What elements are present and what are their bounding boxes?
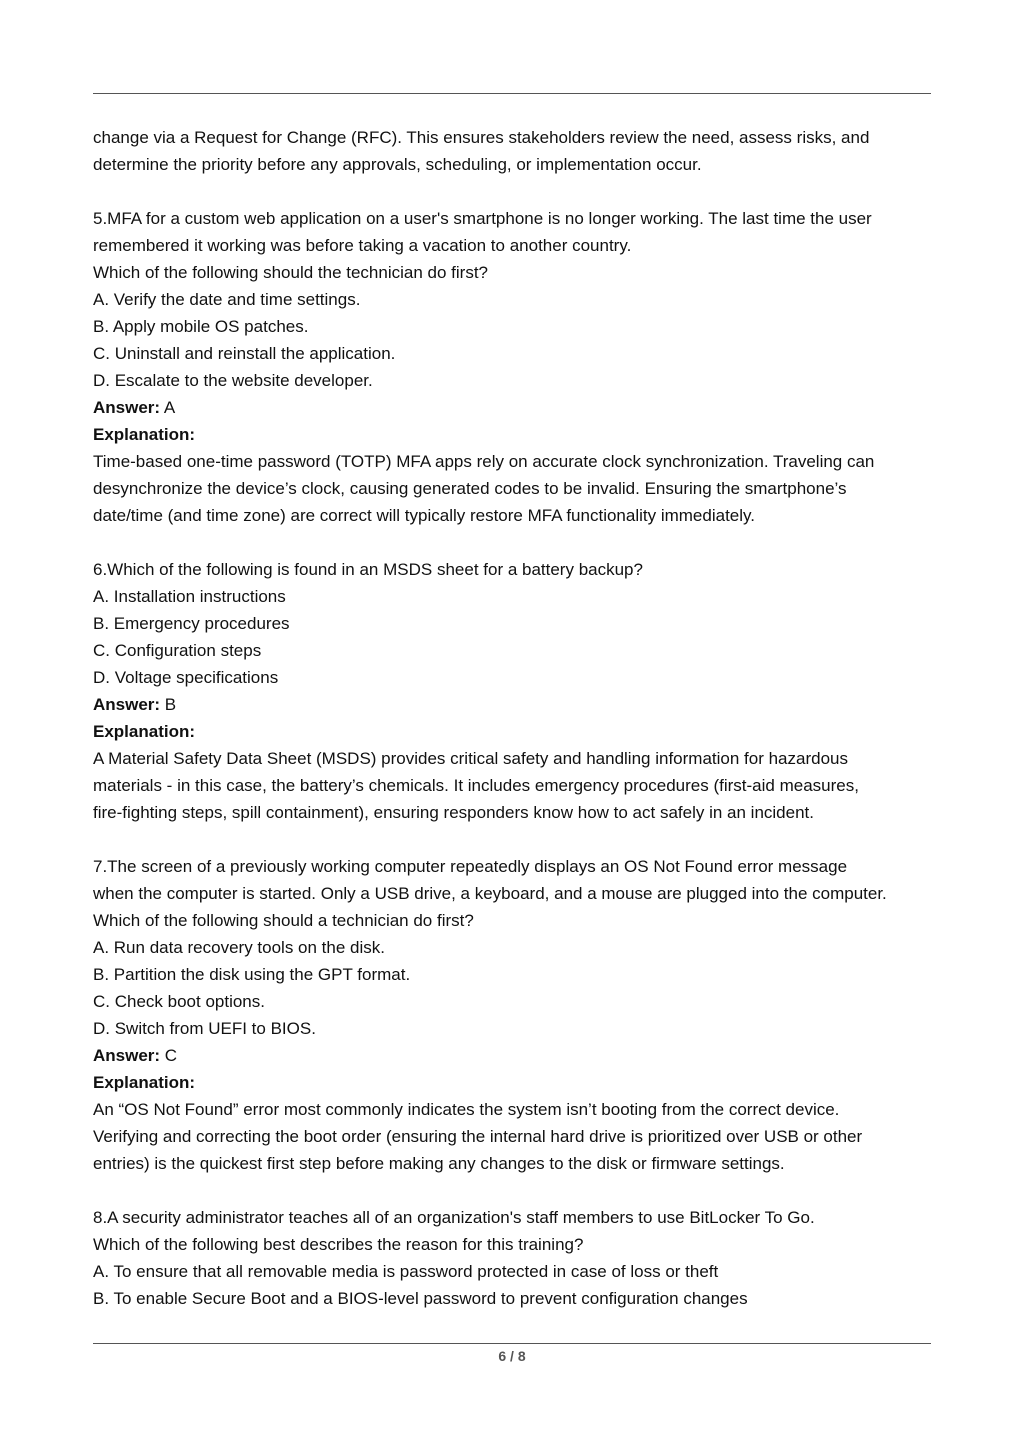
- answer-value: B: [160, 695, 177, 714]
- explanation-text: Time-based one-time password (TOTP) MFA apps rely on accurate clock synchronization. Traveling can: [93, 452, 875, 471]
- question-5: [93, 205, 943, 529]
- question-stem: 7.The screen of a previously working computer repeatedly displays an OS Not Found error message: [93, 857, 848, 876]
- answer-line: [93, 691, 943, 718]
- explanation-label: Explanation:: [93, 425, 196, 444]
- question-stem: Which of the following should a technician do first?: [93, 911, 474, 930]
- intro-paragraph: [93, 124, 943, 178]
- question-6: [93, 556, 943, 826]
- option-b: B. Partition the disk using the GPT format.: [93, 965, 411, 984]
- option-d: D. Voltage specifications: [93, 668, 279, 687]
- question-stem: when the computer is started. Only a USB drive, a keyboard, and a mouse are plugged into the computer.: [93, 884, 887, 903]
- question-8: [93, 1204, 943, 1312]
- explanation-text: entries) is the quickest first step before making any changes to the disk or firmware settings.: [93, 1154, 785, 1173]
- question-stem: Which of the following should the technician do first?: [93, 263, 489, 282]
- option-b: B. To enable Secure Boot and a BIOS-level password to prevent configuration changes: [93, 1289, 748, 1308]
- option-a: A. Verify the date and time settings.: [93, 290, 361, 309]
- page-content: [93, 124, 943, 1312]
- option-d: D. Switch from UEFI to BIOS.: [93, 1019, 316, 1038]
- intro-line: determine the priority before any approvals, scheduling, or implementation occur.: [93, 155, 702, 174]
- footer-divider: [93, 1343, 931, 1344]
- page-number: 6 / 8: [498, 1348, 526, 1364]
- explanation-text: fire-fighting steps, spill containment), ensuring responders know how to act safely in an incident.: [93, 803, 814, 822]
- intro-line: change via a Request for Change (RFC). This ensures stakeholders review the need, assess risks, and: [93, 128, 870, 147]
- answer-label: Answer:: [93, 398, 161, 417]
- option-a: A. Run data recovery tools on the disk.: [93, 938, 385, 957]
- answer-line: [93, 1042, 943, 1069]
- question-stem: 6.Which of the following is found in an MSDS sheet for a battery backup?: [93, 560, 643, 579]
- question-stem: remembered it working was before taking a vacation to another country.: [93, 236, 632, 255]
- option-b: B. Emergency procedures: [93, 614, 290, 633]
- question-stem: Which of the following best describes the reason for this training?: [93, 1235, 584, 1254]
- answer-line: [93, 394, 943, 421]
- option-a: A. To ensure that all removable media is password protected in case of loss or theft: [93, 1262, 719, 1281]
- question-stem: 8.A security administrator teaches all of an organization's staff members to use BitLocker To Go.: [93, 1208, 815, 1227]
- question-stem: 5.MFA for a custom web application on a user's smartphone is no longer working. The last time the user: [93, 209, 872, 228]
- option-a: A. Installation instructions: [93, 587, 286, 606]
- header-divider: [93, 93, 931, 94]
- answer-label: Answer:: [93, 1046, 161, 1065]
- answer-label: Answer:: [93, 695, 161, 714]
- option-b: B. Apply mobile OS patches.: [93, 317, 309, 336]
- explanation-text: desynchronize the device’s clock, causing generated codes to be invalid. Ensuring the smartphone’s: [93, 479, 847, 498]
- explanation-text: date/time (and time zone) are correct will typically restore MFA functionality immediately.: [93, 506, 755, 525]
- explanation-text: Verifying and correcting the boot order (ensuring the internal hard drive is prioritized over USB or other: [93, 1127, 863, 1146]
- explanation-text: materials - in this case, the battery’s chemicals. It includes emergency procedures (first-aid measures,: [93, 776, 859, 795]
- option-d: D. Escalate to the website developer.: [93, 371, 373, 390]
- answer-value: C: [160, 1046, 178, 1065]
- explanation-label: Explanation:: [93, 722, 196, 741]
- explanation-label: Explanation:: [93, 1073, 196, 1092]
- option-c: C. Configuration steps: [93, 641, 262, 660]
- option-c: C. Check boot options.: [93, 992, 265, 1011]
- explanation-text: A Material Safety Data Sheet (MSDS) provides critical safety and handling information for hazardous: [93, 749, 848, 768]
- option-c: C. Uninstall and reinstall the application.: [93, 344, 396, 363]
- answer-value: A: [160, 398, 176, 417]
- explanation-text: An “OS Not Found” error most commonly indicates the system isn’t booting from the correct device.: [93, 1100, 840, 1119]
- question-7: [93, 853, 943, 1177]
